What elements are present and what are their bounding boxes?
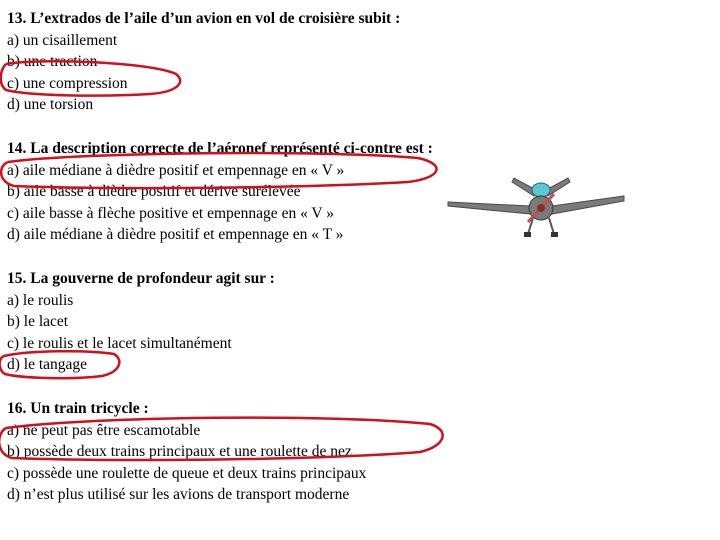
question-14	[7, 138, 433, 246]
q15-option-c: c) le roulis et le lacet simultanément	[7, 334, 232, 352]
airplane-front-view-icon	[448, 178, 624, 237]
q14-option-b: b) aile basse à dièdre positif et dérive surélevée	[7, 183, 301, 201]
q16-option-a: a) ne peut pas être escamotable	[7, 421, 201, 439]
q14-option-d: d) aile médiane à dièdre positif et empennage en « T »	[7, 226, 344, 244]
q13-option-d: d) une torsion	[7, 96, 94, 114]
q13-option-b: b) une traction	[7, 53, 98, 71]
q15-option-b: b) le lacet	[7, 313, 69, 331]
q16-option-b: b) possède deux trains principaux et une roulette de nez	[7, 443, 352, 461]
q16-option-c: c) possède une roulette de queue et deux trains principaux	[7, 464, 367, 482]
question-16	[7, 398, 366, 506]
q13-option-c: c) une compression	[7, 74, 128, 92]
q14-option-c: c) aile basse à flèche positive et empennage en « V »	[7, 204, 334, 222]
question-15-title: 15. La gouverne de profondeur agit sur :	[7, 270, 275, 287]
q14-option-a: a) aile médiane à dièdre positif et empennage en « V »	[7, 161, 345, 179]
question-15	[7, 268, 275, 376]
q15-option-a: a) le roulis	[7, 291, 74, 309]
q15-option-d: d) le tangage	[7, 356, 88, 374]
question-13-title: 13. L’extrados de l’aile d’un avion en vol de croisière subit :	[7, 10, 401, 27]
q13-option-a: a) un cisaillement	[7, 31, 118, 49]
q16-option-d: d) n’est plus utilisé sur les avions de transport moderne	[7, 486, 350, 504]
question-13	[7, 8, 400, 116]
question-14-title: 14. La description correcte de l’aéronef représenté ci-contre est :	[7, 140, 433, 157]
question-16-title: 16. Un train tricycle :	[7, 400, 149, 417]
